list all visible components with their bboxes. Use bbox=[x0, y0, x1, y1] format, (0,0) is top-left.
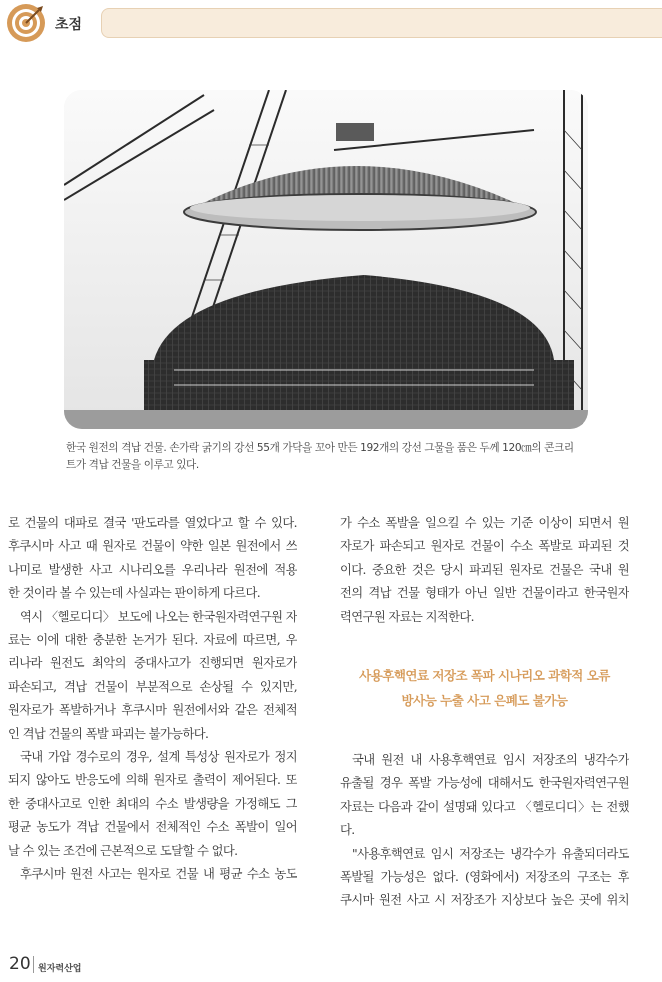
subheading-line: 사용후핵연료 저장조 폭파 시나리오 과학적 오류 bbox=[359, 668, 610, 684]
text-line: "사용후핵연료 임시 저장조는 냉각수가 유출되더라도 bbox=[352, 846, 629, 861]
text-line: 자료는 다음과 같이 설명돼 있다고 〈헬로디디〉는 전했 bbox=[340, 799, 629, 814]
text-line: 이다. 중요한 것은 당시 파괴된 원자로 건물은 국내 원 bbox=[340, 562, 629, 577]
text-line: 파손되고, 격납 건물이 부분적으로 손상될 수 있지만, bbox=[8, 679, 297, 694]
text-line: 력연구원 자료는 지적한다. bbox=[340, 609, 474, 624]
text-line: 후쿠시마 원전 사고는 원자로 건물 내 평균 수소 농도 bbox=[20, 867, 297, 882]
text-line: 한 중대사고로 인한 최대의 수소 발생량을 가정해도 그 bbox=[8, 796, 297, 811]
caption-line: 한국 원전의 격납 건물. 손가락 굵기의 강선 55개 가닥을 꼬아 만든 192개의 강선 그물을 품은 두께 120㎝의 콘크리 bbox=[66, 442, 574, 454]
text-line: 다. bbox=[340, 823, 355, 838]
text-line: 자로가 파손되고 원자로 건물이 수소 폭발로 파괴된 것 bbox=[340, 539, 629, 554]
text-line: 쿠시마 원전 사고 시 저장조가 지상보다 높은 곳에 위치 bbox=[340, 893, 629, 908]
text-line: 가 수소 폭발을 일으킬 수 있는 기준 이상이 되면서 원 bbox=[340, 516, 629, 530]
header-bar bbox=[101, 8, 662, 38]
footer-divider bbox=[33, 956, 34, 973]
text-line: 리나라 원전도 최악의 중대사고가 진행되면 원자로가 bbox=[8, 656, 297, 671]
containment-building-photo bbox=[64, 90, 588, 429]
target-icon bbox=[6, 3, 46, 43]
text-line: 국내 가압 경수로의 경우, 설계 특성상 원자로가 정지 bbox=[20, 750, 297, 765]
text-line: 나미로 발생한 사고 시나리오를 우리나라 원전에 적용 bbox=[8, 562, 297, 577]
text-line: 유출될 경우 폭발 가능성에 대해서도 한국원자력연구원 bbox=[340, 776, 629, 791]
section-label: 초점 bbox=[55, 17, 83, 33]
caption-line: 트가 격납 건물을 이루고 있다. bbox=[66, 458, 199, 471]
subheading-line: 방사능 누출 사고 은폐도 불가능 bbox=[401, 693, 568, 709]
text-line: 로 건물의 대파로 결국 '판도라를 열었다'고 할 수 있다. bbox=[8, 516, 297, 530]
page-number: 20 bbox=[9, 954, 31, 974]
text-line: 한 것이라 볼 수 있는데 사실과는 판이하게 다르다. bbox=[8, 586, 261, 601]
text-line: 후쿠시마 사고 때 원자로 건물이 약한 일본 원전에서 쓰 bbox=[8, 539, 297, 554]
text-line: 되지 않아도 반응도에 의해 원자로 출력이 제어된다. 또 bbox=[8, 773, 297, 788]
publication-name: 원자력산업 bbox=[38, 964, 82, 974]
text-line: 폭발될 가능성은 없다. (영화에서) 저장조의 구조는 후 bbox=[340, 870, 629, 885]
text-line: 전의 격납 건물 형태가 아닌 일반 건물이라고 한국원자 bbox=[340, 586, 629, 601]
text-line: 국내 원전 내 사용후핵연료 임시 저장조의 냉각수가 bbox=[352, 753, 629, 768]
right-column bbox=[340, 512, 629, 913]
text-line: 인 격납 건물의 폭발 파괴는 불가능하다. bbox=[8, 726, 209, 741]
left-column bbox=[8, 512, 297, 887]
photo-caption bbox=[66, 440, 592, 473]
section-subheading bbox=[340, 663, 629, 713]
text-line: 평균 농도가 격납 건물에서 전체적인 수소 폭발이 일어 bbox=[8, 820, 297, 835]
text-line: 역시 〈헬로디디〉 보도에 나오는 한국원자력연구원 자 bbox=[20, 609, 297, 624]
text-line: 료는 이에 대한 충분한 논거가 된다. 자료에 따르면, 우 bbox=[8, 633, 297, 648]
text-line: 날 수 있는 조건에 근본적으로 도달할 수 없다. bbox=[8, 843, 238, 858]
text-line: 원자로가 폭발하거나 후쿠시마 원전에서와 같은 전체적 bbox=[8, 703, 297, 718]
